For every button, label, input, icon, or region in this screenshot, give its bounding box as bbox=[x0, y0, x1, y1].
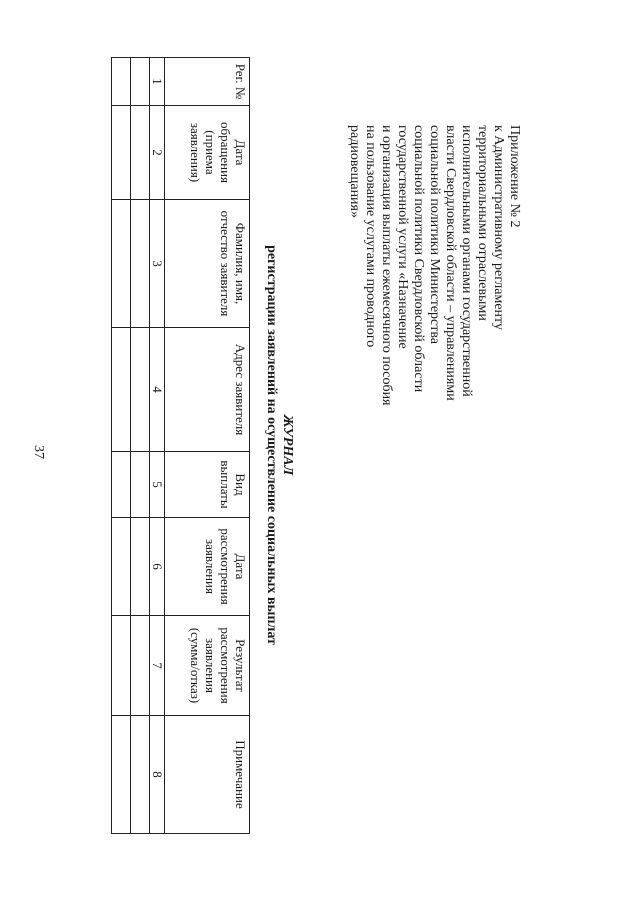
table-cell bbox=[112, 452, 131, 518]
table-cell bbox=[131, 716, 150, 834]
appendix-line: территориальными отраслевыми bbox=[475, 125, 490, 321]
appendix-line: на пользование услугами проводного bbox=[363, 125, 378, 348]
appendix-line: исполнительными органами государственной bbox=[459, 125, 474, 397]
table-row bbox=[131, 58, 150, 834]
appendix-line: радиовещания» bbox=[347, 125, 362, 218]
table-cell bbox=[131, 616, 150, 716]
table-cell bbox=[112, 58, 131, 106]
appendix-line: государственной услуги «Назначение bbox=[395, 125, 410, 349]
table-cell bbox=[112, 716, 131, 834]
table-cell bbox=[112, 328, 131, 452]
table-cell bbox=[131, 452, 150, 518]
journal-subtitle: регистрации заявлений на осуществление социальных выплат bbox=[264, 245, 279, 645]
table-cell bbox=[112, 106, 131, 200]
column-number: 3 bbox=[150, 200, 165, 328]
table-header-row bbox=[165, 58, 250, 834]
column-number-row bbox=[150, 58, 165, 834]
table-cell bbox=[131, 200, 150, 328]
header-applicant-name: Фамилия, имя, отчество заявителя bbox=[165, 200, 250, 328]
page-number: 37 bbox=[31, 445, 46, 459]
registration-journal-table bbox=[111, 57, 250, 834]
table-cell bbox=[131, 328, 150, 452]
header-application-date: Дата обращения (приема заявления) bbox=[165, 106, 250, 200]
header-note: Примечание bbox=[165, 716, 250, 834]
appendix-line: социальной политики Министерства bbox=[427, 125, 442, 345]
appendix-line: власти Свердловской области – управлениями bbox=[443, 125, 458, 401]
appendix-line: к Административному регламенту bbox=[491, 125, 506, 330]
column-number: 4 bbox=[150, 328, 165, 452]
appendix-note bbox=[346, 125, 522, 545]
landscape-content bbox=[75, 45, 525, 845]
header-payment-type: Вид выплаты bbox=[165, 452, 250, 518]
header-applicant-address: Адрес заявителя bbox=[165, 328, 250, 452]
table-cell bbox=[131, 518, 150, 616]
journal-heading bbox=[263, 45, 295, 845]
table-row bbox=[112, 58, 131, 834]
journal-title: ЖУРНАЛ bbox=[280, 414, 295, 476]
column-number: 2 bbox=[150, 106, 165, 200]
column-number: 8 bbox=[150, 716, 165, 834]
table-cell bbox=[131, 58, 150, 106]
header-review-date: Дата рассмотрения заявления bbox=[165, 518, 250, 616]
column-number: 6 bbox=[150, 518, 165, 616]
column-number: 1 bbox=[150, 58, 165, 106]
appendix-line: и организация выплаты ежемесячного пособия bbox=[379, 125, 394, 406]
table-cell bbox=[112, 616, 131, 716]
appendix-line: социальной политики Свердловской области bbox=[411, 125, 426, 393]
header-reg-number: Рег. № bbox=[165, 58, 250, 106]
table-cell bbox=[112, 200, 131, 328]
header-review-result: Результат рассмотрения заявления (сумма/отказ) bbox=[165, 616, 250, 716]
column-number: 5 bbox=[150, 452, 165, 518]
column-number: 7 bbox=[150, 616, 165, 716]
table-cell bbox=[112, 518, 131, 616]
table-cell bbox=[131, 106, 150, 200]
appendix-line: Приложение № 2 bbox=[507, 125, 522, 228]
